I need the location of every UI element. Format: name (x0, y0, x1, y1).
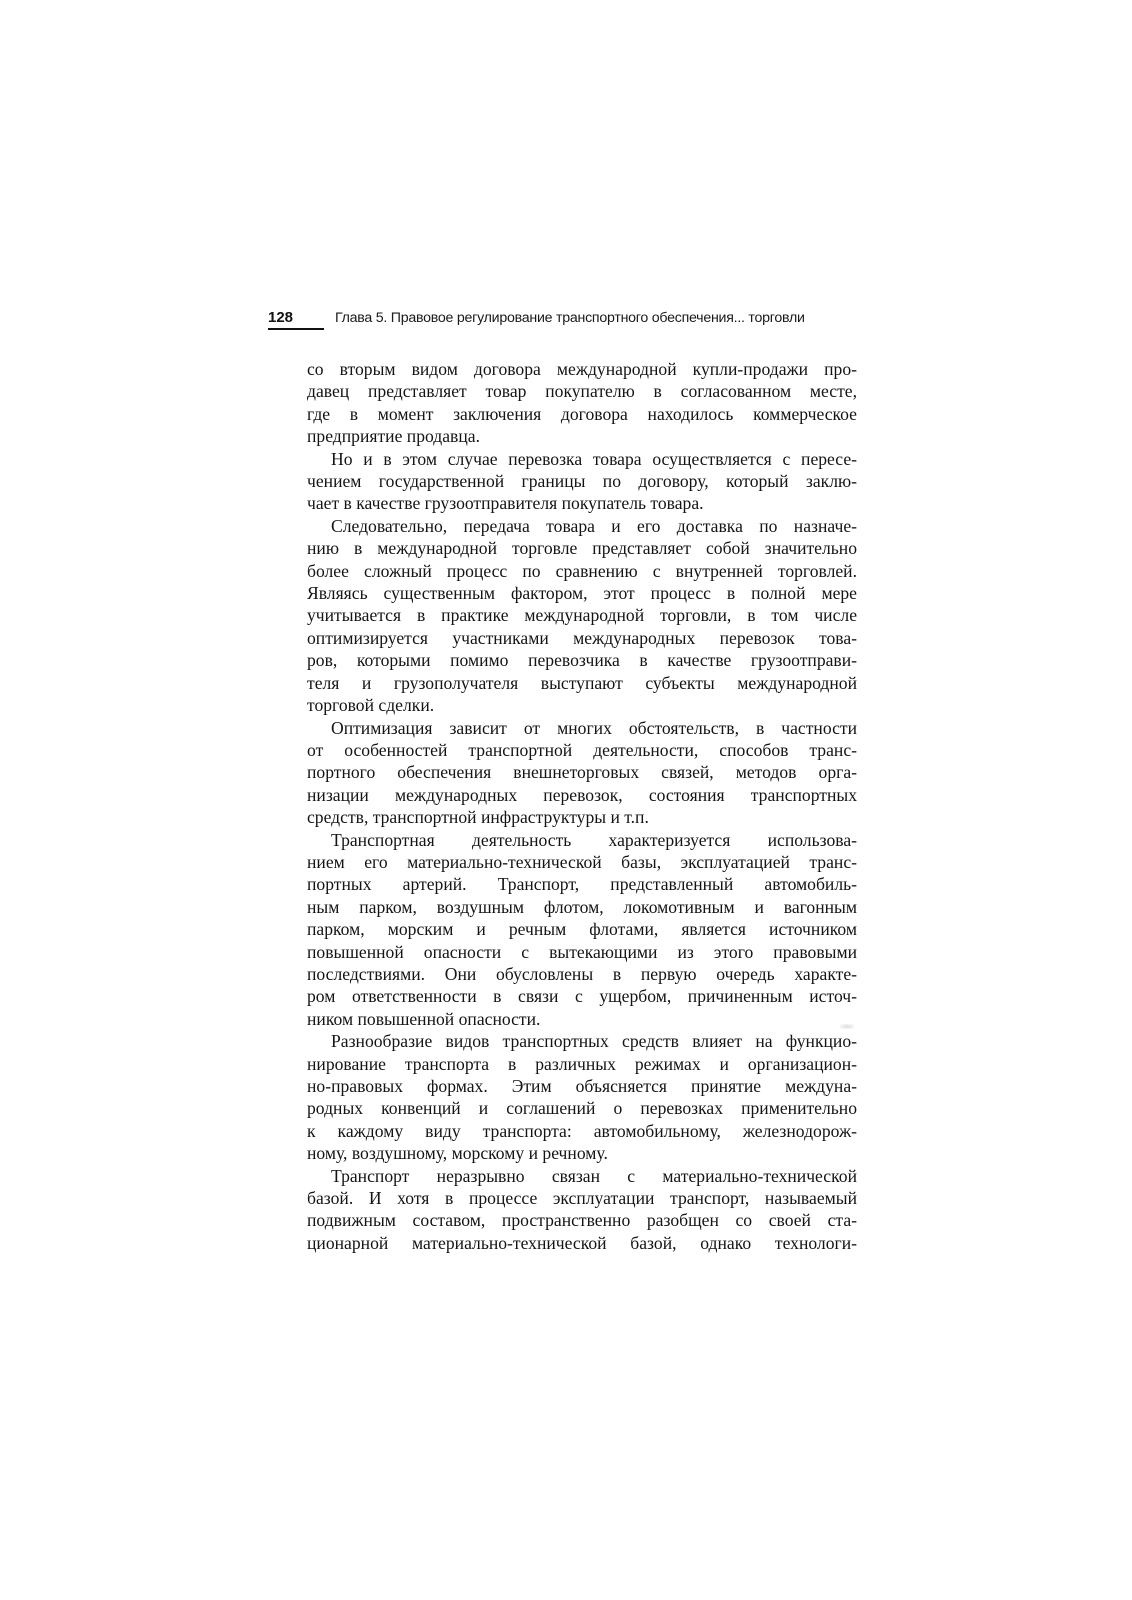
paragraph (307, 717, 857, 829)
text-line: ров, которыми помимо перевозчика в качестве грузоотправи- (307, 650, 857, 671)
text-line: повышенной опасности с вытекающими из этого правовыми (307, 941, 857, 962)
text-line: Но и в этом случае перевозка товара осуществляется с пересе- (331, 448, 857, 469)
text-line: последствиями. Они обусловлены в первую очередь характе- (307, 963, 857, 984)
text-line: Следовательно, передача товара и его доставка по назначе- (331, 515, 857, 536)
scan-speck (840, 1024, 854, 1029)
paragraph (307, 829, 857, 1031)
text-line: давец представляет товар покупателю в согласованном месте, (307, 381, 857, 402)
text-line: базой. И хотя в процессе эксплуатации транспорт, называемый (307, 1188, 857, 1209)
running-head (268, 309, 858, 333)
text-line: предприятие продавца. (307, 426, 480, 447)
text-line: но-правовых формах. Этим объясняется принятие междуна- (307, 1076, 857, 1096)
text-line: ным парком, воздушным флотом, локомотивным и вагонным (307, 896, 857, 917)
paragraph (307, 1030, 857, 1164)
text-line: Разнообразие видов транспортных средств влияет на функцио- (331, 1031, 857, 1052)
text-line: ром ответственности в связи с ущербом, причиненным источ- (307, 986, 857, 1007)
text-line: нию в международной торговле представляет собой значительно (307, 538, 857, 559)
text-line: ционарной материально-технической базой, однако технологи- (307, 1232, 857, 1253)
chapter-title: Глава 5. Правовое регулирование транспортного обеспечения... торговли (335, 310, 805, 326)
text-line: со вторым видом договора международной купли-продажи про- (307, 359, 857, 379)
text-line: теля и грузополучателя выступают субъекты международной (307, 672, 857, 693)
paragraph (307, 1165, 857, 1255)
text-line: ником повышенной опасности. (307, 1008, 541, 1029)
text-line: подвижным составом, пространственно разобщен со своей ста- (307, 1210, 857, 1231)
text-line: где в момент заключения договора находилось коммерческое (307, 403, 857, 424)
text-line: нием его материально-технической базы, эксплуатацией транс- (307, 851, 857, 872)
text-line: низации международных перевозок, состояния транспортных (307, 784, 857, 805)
text-line: Оптимизация зависит от многих обстоятельств, в частности (331, 717, 857, 738)
text-line: родных конвенций и соглашений о перевозках применительно (307, 1098, 857, 1119)
text-line: парком, морским и речным флотами, является источником (307, 919, 857, 940)
text-line: нирование транспорта в различных режимах и организацион- (307, 1053, 857, 1074)
text-line: от особенностей транспортной деятельности, способов транс- (307, 739, 857, 760)
text-line: портного обеспечения внешнеторговых связей, методов орга- (307, 762, 857, 783)
page-number-rule (268, 328, 324, 330)
text-line: оптимизируется участниками международных перевозок това- (307, 627, 857, 648)
text-line: портных артерий. Транспорт, представленный автомобиль- (307, 874, 857, 895)
text-line: средств, транспортной инфраструктуры и т.п. (307, 807, 649, 828)
text-line: к каждому виду транспорта: автомобильному, железнодорож- (307, 1120, 857, 1141)
paragraph (307, 515, 857, 717)
text-line: более сложный процесс по сравнению с внутренней торговлей. (307, 560, 857, 581)
text-line: учитывается в практике международной торговли, в том числе (307, 605, 857, 626)
text-line: Транспортная деятельность характеризуется использова- (331, 829, 857, 850)
text-line: чением государственной границы по договору, который заклю- (307, 471, 857, 492)
text-line: торговой сделки. (307, 695, 435, 716)
text-line: Являясь существенным фактором, этот процесс в полной мере (307, 583, 857, 604)
body-text (307, 358, 857, 1254)
page-number: 128 (268, 309, 294, 326)
text-line: ному, воздушному, морскому и речному. (307, 1143, 608, 1164)
text-line: Транспорт неразрывно связан с материально-технической (331, 1165, 857, 1186)
paragraph (307, 448, 857, 515)
text-line: чает в качестве грузоотправителя покупатель товара. (307, 493, 704, 514)
paragraph (307, 358, 857, 448)
